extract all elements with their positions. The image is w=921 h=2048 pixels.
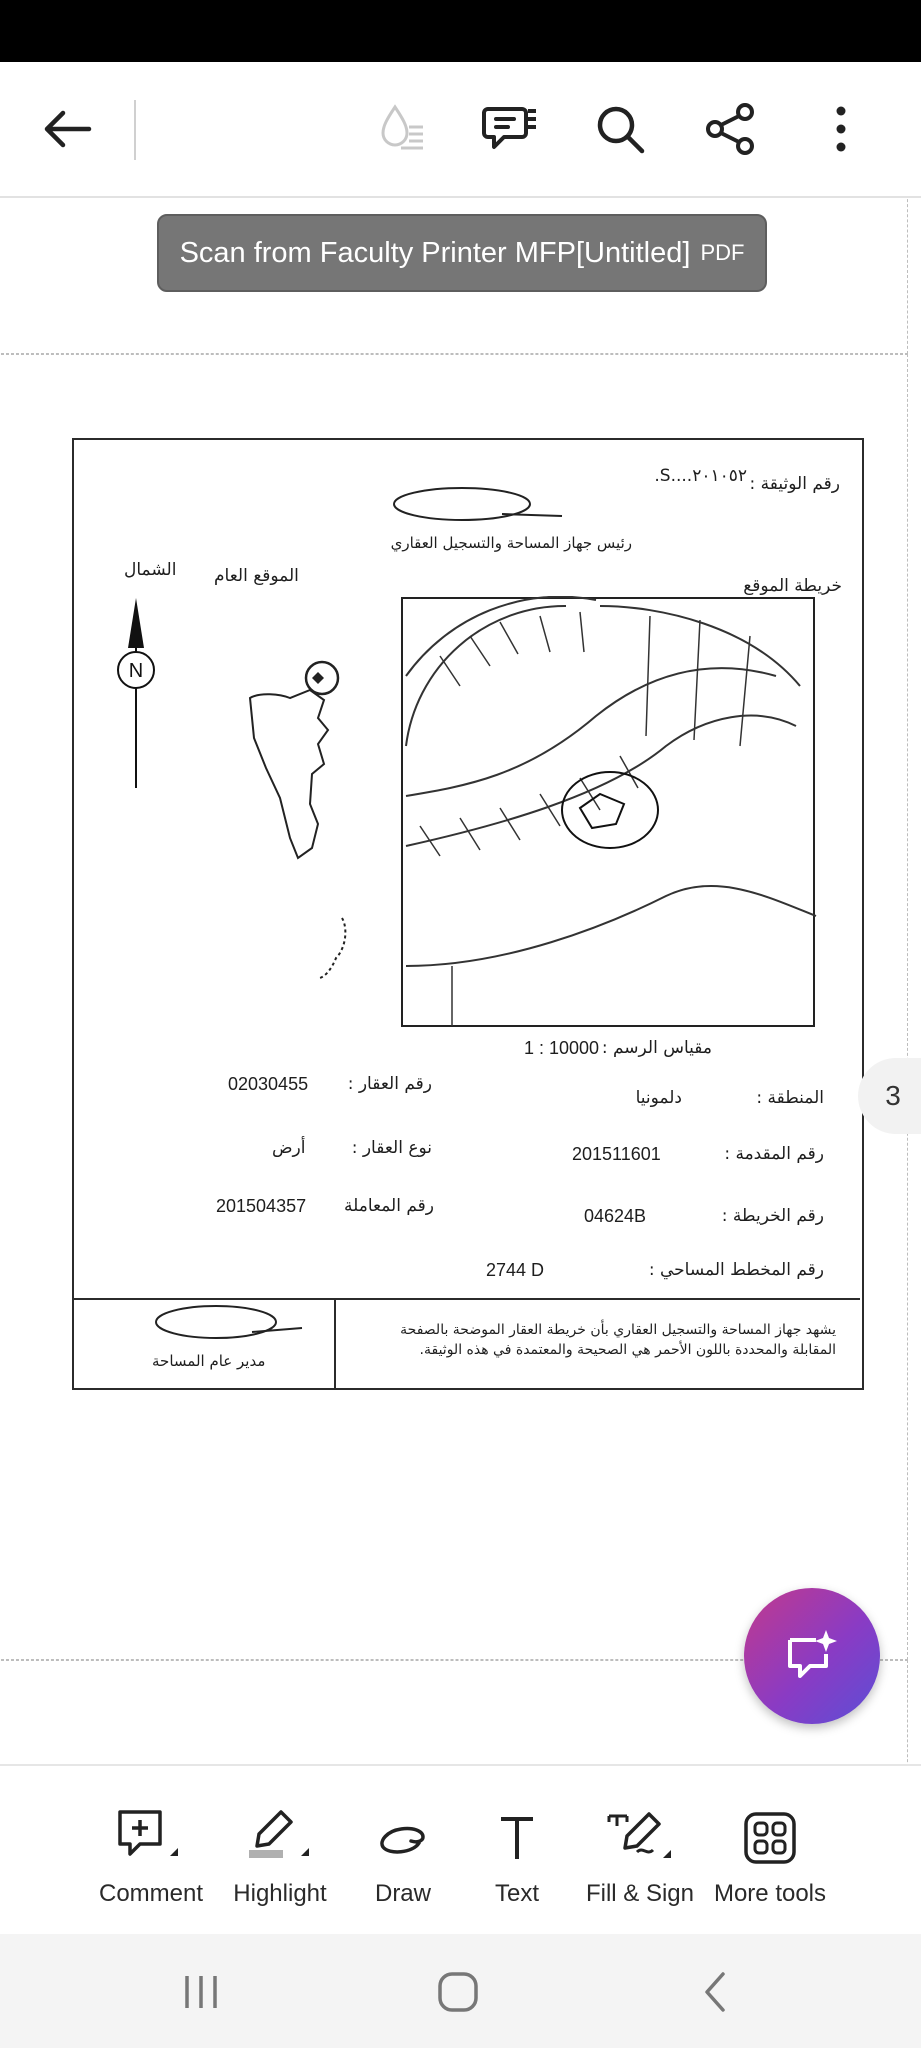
site-map-label: خريطة الموقع (743, 576, 842, 596)
north-arrow (116, 588, 156, 788)
transaction-number-label: رقم المعاملة (343, 1196, 434, 1216)
scale-value: 1 : 10000 (524, 1038, 600, 1058)
draw-icon (373, 1813, 433, 1863)
region-label: المنطقة : (756, 1088, 824, 1108)
director-title: مدير عام المساحة (152, 1352, 266, 1370)
certificate-box (72, 1298, 860, 1388)
plan-number-label: رقم المخطط المساحي : (648, 1260, 824, 1280)
system-navigation-bar (0, 1934, 921, 2048)
more-options-button[interactable] (804, 92, 878, 166)
toolbar-divider (134, 100, 136, 160)
back-button[interactable] (30, 92, 104, 166)
search-icon (594, 103, 646, 155)
more-tools-button[interactable] (705, 1806, 835, 1926)
comment-add-icon (116, 1808, 186, 1868)
north-letter: N (128, 660, 144, 682)
block-number-value: 201511601 (572, 1144, 661, 1164)
ai-assistant-icon (782, 1626, 842, 1686)
bahrain-location-map (192, 638, 392, 988)
fill-sign-icon (605, 1808, 675, 1868)
arrow-left-icon (41, 109, 93, 149)
draw-tool-label: Draw (374, 1880, 431, 1907)
share-button[interactable] (693, 92, 767, 166)
system-back-button[interactable] (680, 1962, 750, 2022)
map-number-value: 04624B (584, 1206, 647, 1226)
fill-sign-tool-label: Fill & Sign (585, 1880, 695, 1907)
scanned-survey-document (72, 438, 862, 1388)
pdf-viewer[interactable] (0, 198, 921, 1764)
map-number-label: رقم الخريطة : (721, 1206, 824, 1226)
text-icon (497, 1813, 537, 1863)
comment-tool-label: Comment (98, 1880, 204, 1907)
certificate-text: يشهد جهاز المساحة والتسجيل العقاري بأن خريطة العقار الموضحة بالصفحة المقابلة والمحددة باللون الأحمر هي الصحيحة والمعتمدة في هذه الوثيقة. (400, 1322, 836, 1358)
property-type-label: نوع العقار : (351, 1138, 432, 1158)
draw-tool[interactable] (338, 1806, 468, 1926)
scale-label: مقياس الرسم : (601, 1038, 712, 1058)
comments-list-icon (482, 101, 538, 157)
recents-icon (179, 1972, 223, 2012)
highlight-tool[interactable] (215, 1806, 345, 1926)
fill-sign-tool[interactable] (575, 1806, 705, 1926)
highlight-tool-label: Highlight (233, 1880, 327, 1907)
document-title-pill (157, 214, 767, 292)
home-button[interactable] (423, 1962, 493, 2022)
more-vertical-icon (833, 104, 849, 154)
block-number-label: رقم المقدمة : (724, 1144, 824, 1164)
doc-number-value: ۲۰۱۰٥۲....S. (654, 466, 747, 486)
site-plan-map (400, 596, 820, 1028)
property-type-value: أرض (272, 1138, 306, 1158)
share-icon (703, 102, 757, 156)
document-type: PDF (700, 240, 745, 265)
bottom-toolbar (0, 1764, 921, 1936)
home-icon (436, 1970, 480, 2014)
transaction-number-value: 201504357 (216, 1196, 307, 1216)
property-number-value: 02030455 (228, 1074, 309, 1094)
director-signature (152, 1302, 312, 1342)
certificate-divider (334, 1300, 336, 1388)
general-location-label: الموقع العام (214, 566, 299, 586)
more-tools-label: More tools (713, 1880, 827, 1907)
document-title: Scan from Faculty Printer MFP[Untitled] (179, 236, 691, 269)
signature-mark (392, 484, 592, 524)
grid-icon (743, 1811, 797, 1865)
head-title: رئيس جهاز المساحة والتسجيل العقاري (390, 534, 632, 552)
ai-assistant-button[interactable] (744, 1588, 880, 1724)
back-icon (699, 1970, 731, 2014)
text-tool-label: Text (494, 1880, 539, 1907)
top-toolbar (0, 62, 921, 198)
comments-button[interactable] (473, 92, 547, 166)
text-tool[interactable] (452, 1806, 582, 1926)
recents-button[interactable] (166, 1962, 236, 2022)
status-bar (0, 0, 921, 62)
doc-number-label: رقم الوثيقة : (749, 474, 840, 494)
liquid-mode-button[interactable] (364, 92, 438, 166)
plan-number-value: 2744 D (486, 1260, 545, 1280)
liquid-mode-icon (373, 101, 429, 157)
highlighter-icon (245, 1808, 315, 1868)
page-number-indicator[interactable]: 3 (858, 1058, 921, 1134)
search-button[interactable] (583, 92, 657, 166)
comment-tool[interactable] (86, 1806, 216, 1926)
region-value: دلمونيا (635, 1088, 682, 1108)
property-number-label: رقم العقار : (347, 1074, 432, 1094)
north-label: الشمال (124, 560, 177, 580)
